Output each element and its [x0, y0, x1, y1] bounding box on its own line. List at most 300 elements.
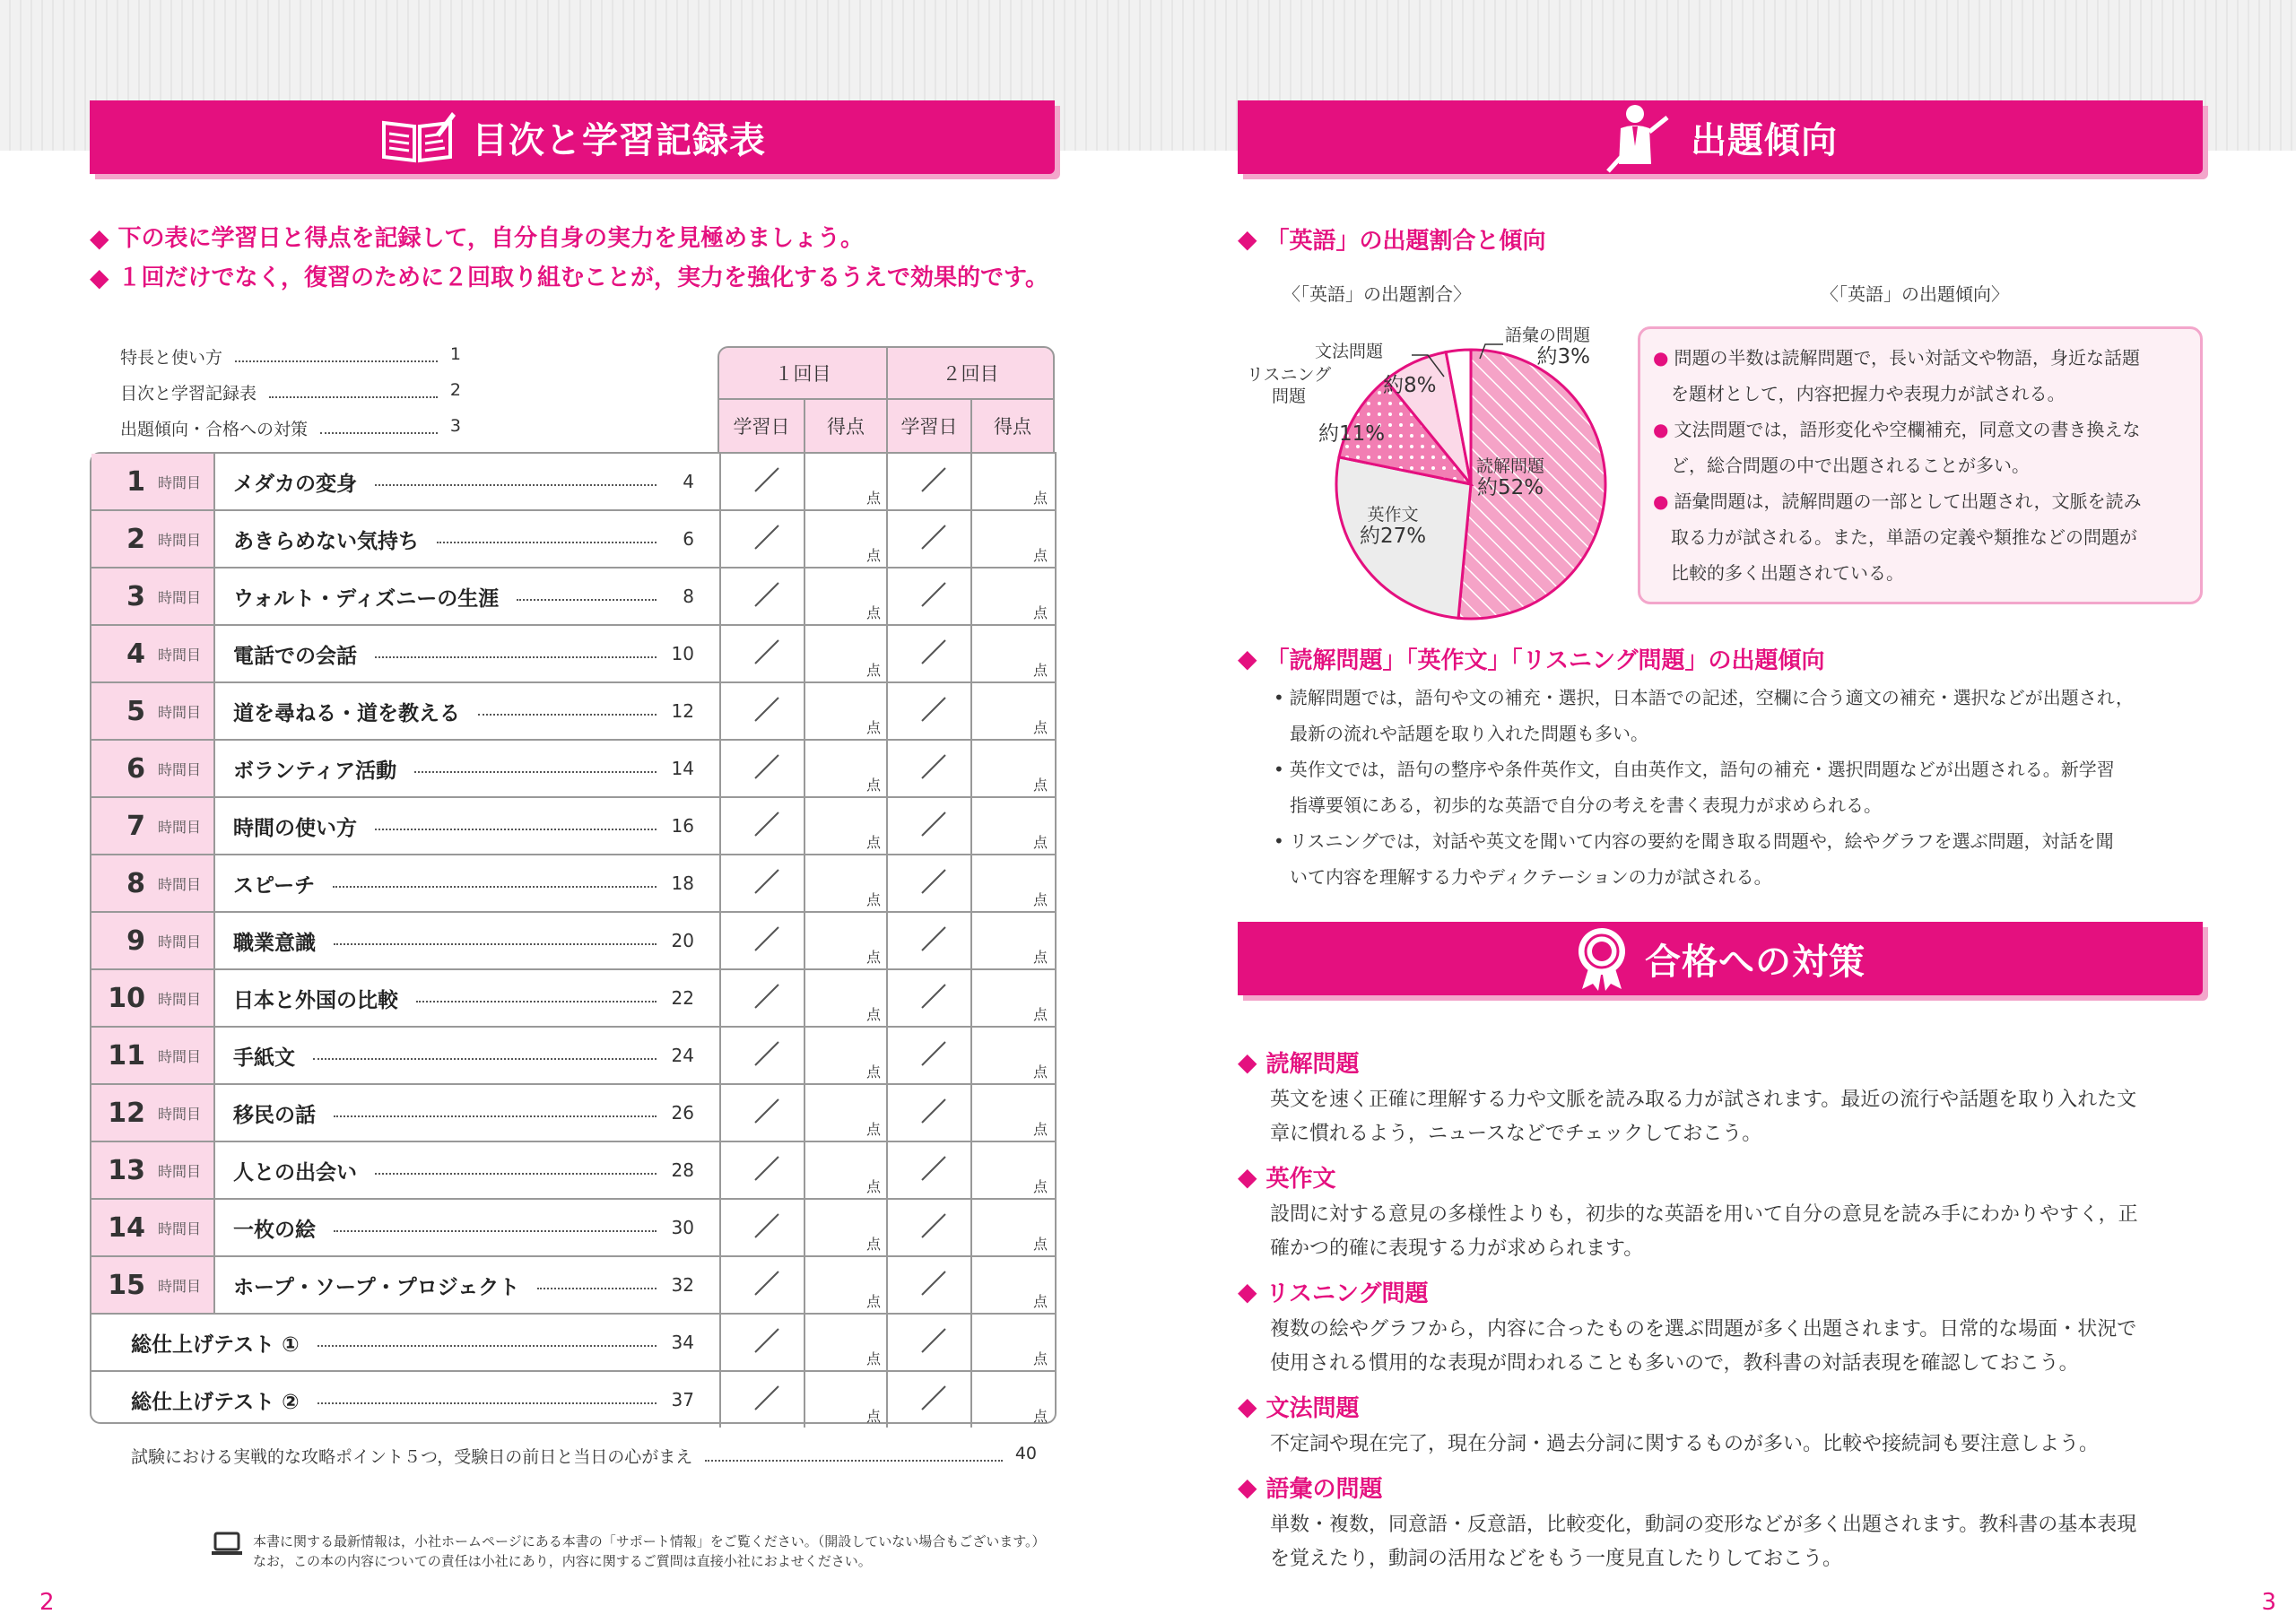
footer-note-line: なお，この本の内容についての責任は小社にあり，内容に関するご質問は直接小社におよせください。: [253, 1553, 872, 1569]
first-score-cell[interactable]: [804, 741, 886, 796]
score-unit: 点: [1032, 777, 1048, 794]
lesson-number: 13: [108, 1154, 145, 1186]
score-unit: 点: [865, 1178, 881, 1195]
first-date-cell[interactable]: [719, 626, 804, 681]
trend-line: ● 語彙問題は，読解問題の一部として出題され，文脈を読み: [1653, 490, 2142, 512]
instruction-bullet: ◆ １回だけでなく，復習のために２回取り組むことが，実力を強化するうえで効果的です。: [90, 258, 1048, 298]
lesson-number: 15: [108, 1269, 145, 1301]
measures-banner-title: 合格への対策: [1645, 941, 1866, 983]
footer-note-line: 本書に関する最新情報は，小社ホームページにある本書の「サポート情報」をご覧ください。（開設していない場合もございます。）: [253, 1533, 1046, 1549]
first-date-cell[interactable]: [719, 568, 804, 624]
lesson-title: スピーチ: [233, 873, 316, 898]
list-item: • 英作文では，語句の整序や条件英作文，自由英作文，語句の補充・選択問題などが出題される。新学習: [1274, 759, 2115, 780]
first-date-cell[interactable]: [719, 1028, 804, 1083]
measure-heading: ◆ 読解問題: [1238, 1046, 1360, 1078]
jikanme-label: 時間目: [158, 646, 202, 664]
measure-heading: ◆ 文法問題: [1238, 1391, 1360, 1422]
lesson-number: 7: [126, 810, 145, 842]
table-row: [91, 1200, 1055, 1257]
lesson-page: 22: [671, 987, 694, 1009]
page-number: 2: [39, 1589, 55, 1616]
lesson-number-cell: [91, 798, 215, 854]
slash-icon: [753, 1155, 780, 1182]
slash-icon: [753, 696, 780, 723]
lesson-number-cell: [91, 741, 215, 796]
first-attempt-header: １回目: [774, 363, 831, 385]
trend-line: 取る力が試される。また，単語の定義や類推などの問題が: [1671, 526, 2137, 548]
jikanme-label: 時間目: [158, 1219, 202, 1237]
test-page: 37: [671, 1389, 694, 1410]
table-row: [91, 1257, 1055, 1315]
score-unit: 点: [865, 949, 881, 966]
record-table-header: [718, 346, 1055, 454]
lesson-title-line[interactable]: [233, 1028, 694, 1083]
lesson-number-cell: [91, 1085, 215, 1141]
table-row: [91, 741, 1055, 798]
lesson-number-cell: [91, 1200, 215, 1255]
second-score-cell[interactable]: [970, 1200, 1053, 1255]
first-date-cell[interactable]: [719, 1142, 804, 1198]
slash-icon: [753, 1270, 780, 1297]
test-title: 総仕上げテスト ①: [131, 1332, 300, 1357]
lesson-number-cell: [91, 683, 215, 739]
score-unit: 点: [1032, 834, 1048, 851]
pie-caption: 〈「英語」の出題割合〉: [1283, 283, 1471, 305]
lesson-page: 20: [671, 930, 694, 951]
slash-icon: [920, 1270, 947, 1297]
lesson-title: 電話での会話: [233, 644, 357, 668]
lesson-page: 10: [671, 643, 694, 664]
lesson-page: 18: [671, 872, 694, 894]
second-score-cell[interactable]: [970, 568, 1053, 624]
second-date-cell[interactable]: [886, 1315, 970, 1370]
list-item: • 読解問題では，語句や文の補充・選択，日本語での記述，空欄に合う適文の補充・選択などが出題され，: [1274, 687, 2134, 708]
measure-text: 不定詞や現在完了，現在分詞・過去分詞に関するものが多い。比較や接続詞も要注意しよう。: [1270, 1433, 2100, 1455]
lesson-title: 人との出会い: [233, 1160, 357, 1185]
first-score-cell[interactable]: [804, 626, 886, 681]
lesson-number: 8: [126, 867, 145, 899]
trend-banner-title: 出題傾向: [1691, 119, 1838, 161]
lesson-number: 1: [126, 465, 145, 498]
computer-icon: [212, 1532, 242, 1557]
lesson-number: 14: [108, 1211, 145, 1244]
first-score-cell[interactable]: [804, 1085, 886, 1141]
jikanme-label: 時間目: [158, 760, 202, 778]
lesson-page: 16: [671, 815, 694, 837]
slash-icon: [753, 1327, 780, 1354]
toc-bottom-item: 試験における実戦的な攻略ポイント５つ，受験日の前日と当日の心がまえ 40: [131, 1444, 1037, 1467]
lesson-number-cell: [91, 970, 215, 1026]
second-date-cell[interactable]: [886, 1200, 970, 1255]
second-date-cell[interactable]: [886, 1372, 970, 1428]
first-date-cell[interactable]: [719, 1200, 804, 1255]
table-row: [91, 1085, 1055, 1142]
right-page: [1148, 0, 2296, 1623]
first-date-cell[interactable]: [719, 741, 804, 796]
lesson-title-line[interactable]: [233, 970, 694, 1026]
second-date-cell[interactable]: [886, 626, 970, 681]
second-date-cell[interactable]: [886, 511, 970, 567]
first-score-cell[interactable]: [804, 1372, 886, 1428]
pie-label-vocab: 語彙の問題 約3%: [1505, 325, 1591, 369]
table-row: [91, 855, 1055, 913]
lesson-number-cell: [91, 1257, 215, 1313]
jikanme-label: 時間目: [158, 875, 202, 893]
table-row: [91, 626, 1055, 683]
slash-icon: [753, 466, 780, 493]
lesson-title-line[interactable]: [233, 855, 694, 911]
slash-icon: [920, 524, 947, 551]
second-score-cell[interactable]: [970, 1257, 1053, 1313]
second-score-cell[interactable]: [970, 913, 1053, 968]
table-row: [91, 1142, 1055, 1200]
lesson-page: 14: [671, 758, 694, 779]
second-score-cell[interactable]: [970, 1142, 1053, 1198]
table-row-test: [91, 1315, 1055, 1372]
first-date-cell[interactable]: [719, 1085, 804, 1141]
first-score-cell[interactable]: [804, 1257, 886, 1313]
score-unit: 点: [865, 1293, 881, 1310]
pie-label-grammar: 文法問題: [1315, 342, 1384, 361]
slash-icon: [920, 1098, 947, 1124]
second-score-cell[interactable]: [970, 1372, 1053, 1428]
slash-icon: [920, 1155, 947, 1182]
award-rosette-icon: [1575, 926, 1629, 991]
second-score-cell[interactable]: [970, 1315, 1053, 1370]
bullet-dot-icon: ●: [1653, 419, 1669, 440]
bullet-dot-icon: •: [1274, 830, 1284, 852]
lesson-title-line[interactable]: [233, 568, 694, 624]
score-unit: 点: [865, 1121, 881, 1138]
second-date-cell[interactable]: [886, 855, 970, 911]
table-row: [91, 798, 1055, 855]
lesson-title: 時間の使い方: [233, 816, 357, 840]
score-unit: 点: [1032, 1408, 1048, 1425]
lesson-title: 移民の話: [233, 1103, 316, 1127]
score-unit: 点: [865, 777, 881, 794]
lesson-title-line[interactable]: [233, 1085, 694, 1141]
jikanme-label: 時間目: [158, 990, 202, 1008]
first-score-cell[interactable]: [804, 913, 886, 968]
bullet-dot-icon: •: [1274, 687, 1284, 708]
diamond-icon: ◆: [1238, 224, 1257, 254]
slash-icon: [920, 1327, 947, 1354]
lesson-title-line[interactable]: [233, 1257, 694, 1313]
lesson-title-line[interactable]: [233, 1200, 694, 1255]
first-date-cell[interactable]: [719, 855, 804, 911]
slash-icon: [753, 1212, 780, 1239]
score-unit: 点: [1032, 1236, 1048, 1253]
lesson-title: メダカの変身: [233, 472, 357, 496]
toc-intro-item: 出題傾向・合格への対策 3: [120, 416, 461, 439]
slash-icon: [920, 1384, 947, 1411]
score-unit: 点: [1032, 1063, 1048, 1081]
slash-icon: [753, 1384, 780, 1411]
first-date-cell[interactable]: [719, 454, 804, 509]
diamond-icon: ◆: [1238, 1276, 1257, 1306]
lesson-number-cell: [91, 855, 215, 911]
slash-icon: [753, 581, 780, 608]
table-row-test: [91, 1372, 1055, 1429]
first-score-cell[interactable]: [804, 454, 886, 509]
bullet-dot-icon: •: [1274, 759, 1284, 780]
diamond-icon: ◆: [1238, 1391, 1257, 1421]
second-date-cell[interactable]: [886, 970, 970, 1026]
diamond-icon: ◆: [1238, 1046, 1257, 1077]
section2-list: • 読解問題では，語句や文の補充・選択，日本語での記述，空欄に合う適文の補充・選択などが出題され， 最新の流れや話題を取り入れた問題も多い。 • 英作文では，語句の整序や条件英作文，自由英作文，語句の補充・選択問題などが出題される。新学習 指導要領にある，初歩的な英語で自分の考えを書く表現力が求められる。 • リスニングでは，対話や英文を聞いて内容の要約を聞き取る問題や，絵やグラフを選ぶ問題，対話を聞 いて内容を理解する力やディクテーションの力が試される。: [1274, 680, 2206, 895]
pie-label-listening: リスニング問題: [1246, 365, 1332, 406]
first-date-cell[interactable]: [719, 683, 804, 739]
first-score-cell[interactable]: [804, 970, 886, 1026]
second-score-cell[interactable]: [970, 626, 1053, 681]
second-score-cell[interactable]: [970, 1028, 1053, 1083]
trend-line: ど，総合問題の中で出題されることが多い。: [1671, 455, 2030, 476]
score-unit: 点: [1032, 662, 1048, 679]
table-row: [91, 511, 1055, 568]
table-row: [91, 1028, 1055, 1085]
lesson-title: 一枚の絵: [233, 1218, 316, 1242]
second-score-cell[interactable]: [970, 855, 1053, 911]
score-unit: 点: [1032, 1178, 1048, 1195]
jikanme-label: 時間目: [158, 1047, 202, 1065]
score-unit: 点: [1032, 1293, 1048, 1310]
measure-heading: ◆ 英作文: [1238, 1161, 1336, 1193]
lesson-title-line[interactable]: [233, 683, 694, 739]
second-date-cell[interactable]: [886, 1142, 970, 1198]
lesson-title: 手紙文: [233, 1046, 295, 1070]
second-date-cell[interactable]: [886, 1257, 970, 1313]
jikanme-label: 時間目: [158, 1105, 202, 1123]
slash-icon: [920, 638, 947, 665]
second-date-cell[interactable]: [886, 913, 970, 968]
score-unit: 点: [865, 604, 881, 621]
first-score-cell[interactable]: [804, 1315, 886, 1370]
slash-icon: [920, 581, 947, 608]
lesson-number: 11: [108, 1039, 145, 1072]
lesson-title-line[interactable]: [233, 1142, 694, 1198]
lesson-title-line[interactable]: [233, 913, 694, 968]
second-score-cell[interactable]: [970, 683, 1053, 739]
lesson-title-line[interactable]: [233, 511, 694, 567]
lesson-number-cell: [91, 511, 215, 567]
first-score-cell[interactable]: [804, 1142, 886, 1198]
lesson-number-cell: [91, 1028, 215, 1083]
trend-line: 比較的多く出題されている。: [1671, 562, 1904, 584]
lesson-number: 9: [126, 924, 145, 957]
slash-icon: [753, 868, 780, 895]
first-date-cell[interactable]: [719, 1257, 804, 1313]
bullet-dot-icon: ●: [1653, 490, 1669, 512]
measure-text: 章に慣れるよう，ニュースなどでチェックしておこう。: [1270, 1123, 1762, 1145]
open-book-pencil-icon: [378, 110, 456, 164]
section-heading: ◆ 「英語」の出題割合と傾向: [1238, 224, 1546, 255]
first-date-cell[interactable]: [719, 1372, 804, 1428]
score-unit: 点: [865, 1350, 881, 1367]
score-header: 得点: [804, 400, 886, 452]
score-unit: 点: [1032, 1350, 1048, 1367]
first-date-cell[interactable]: [719, 511, 804, 567]
instruction-bullet: ◆ 下の表に学習日と得点を記録して，自分自身の実力を見極めましょう。: [90, 219, 1048, 258]
diamond-icon: ◆: [1238, 644, 1257, 673]
second-score-cell[interactable]: [970, 970, 1053, 1026]
measure-text: を覚えたり，動詞の活用などをもう一度見直したりしておこう。: [1270, 1548, 1843, 1570]
lesson-title: 道を尋ねる・道を教える: [233, 701, 460, 725]
first-date-cell[interactable]: [719, 798, 804, 854]
lesson-number-cell: [91, 568, 215, 624]
second-date-cell[interactable]: [886, 683, 970, 739]
score-unit: 点: [1032, 604, 1048, 621]
first-score-cell[interactable]: [804, 798, 886, 854]
lesson-page: 32: [671, 1274, 694, 1296]
presenter-icon: [1603, 101, 1674, 173]
test-title-line[interactable]: [131, 1372, 694, 1428]
list-item: • リスニングでは，対話や英文を聞いて内容の要約を聞き取る問題や，絵やグラフを選ぶ問題，対話を聞: [1274, 830, 2114, 852]
lesson-page: 8: [683, 586, 694, 607]
score-unit: 点: [865, 1236, 881, 1253]
score-unit: 点: [1032, 949, 1048, 966]
toc-intro-item: 目次と学習記録表 2: [120, 380, 461, 404]
lesson-number-cell: [91, 1142, 215, 1198]
score-header: 得点: [970, 400, 1053, 452]
second-score-cell[interactable]: [970, 454, 1053, 509]
test-title-line[interactable]: [131, 1315, 694, 1370]
first-score-cell[interactable]: [804, 568, 886, 624]
instruction-bullets: [90, 219, 1048, 298]
score-unit: 点: [865, 1063, 881, 1081]
lesson-number: 4: [126, 638, 145, 670]
first-date-cell[interactable]: [719, 913, 804, 968]
second-date-cell[interactable]: [886, 454, 970, 509]
measure-text: 設問に対する意見の多様性よりも，初歩的な英語を用いて自分の意見を読み手にわかりやすく，正: [1270, 1203, 2138, 1226]
table-row: [91, 970, 1055, 1028]
score-unit: 点: [865, 547, 881, 564]
score-unit: 点: [865, 490, 881, 507]
measure-heading: ◆ 語彙の問題: [1238, 1471, 1383, 1503]
lesson-number: 12: [108, 1097, 145, 1129]
first-score-cell[interactable]: [804, 511, 886, 567]
second-date-cell[interactable]: [886, 798, 970, 854]
first-date-cell[interactable]: [719, 1315, 804, 1370]
lesson-title-line[interactable]: [233, 454, 694, 509]
lesson-number: 3: [126, 580, 145, 612]
score-unit: 点: [865, 834, 881, 851]
lesson-title: あきらめない気持ち: [233, 529, 419, 553]
slash-icon: [920, 1040, 947, 1067]
pie-value-grammar: 約8%: [1383, 374, 1437, 397]
trend-line: ● 問題の半数は読解問題で，長い対話文や物語，身近な話題: [1653, 347, 2141, 369]
lesson-number: 10: [108, 982, 145, 1014]
section-heading: ◆ 「読解問題」「英作文」「リスニング問題」の出題傾向: [1238, 644, 1825, 674]
score-unit: 点: [1032, 547, 1048, 564]
lesson-page: 28: [671, 1159, 694, 1181]
first-score-cell[interactable]: [804, 1028, 886, 1083]
second-score-cell[interactable]: [970, 741, 1053, 796]
slash-icon: [920, 811, 947, 838]
measures-banner: [1238, 922, 2203, 995]
slash-icon: [920, 925, 947, 952]
first-score-cell[interactable]: [804, 683, 886, 739]
second-score-cell[interactable]: [970, 798, 1053, 854]
second-score-cell[interactable]: [970, 511, 1053, 567]
measure-text: 単数・複数，同意語・反意語，比較変化，動詞の変形などが多く出題されます。教科書の基本表現: [1270, 1514, 2137, 1536]
score-unit: 点: [1032, 1006, 1048, 1023]
trend-line: を題材として，内容把握力や表現力が試される。: [1671, 383, 2066, 404]
slash-icon: [753, 638, 780, 665]
study-date-header: 学習日: [733, 416, 790, 438]
slash-icon: [753, 983, 780, 1010]
score-unit: 点: [1032, 490, 1048, 507]
score-unit: 点: [1032, 1121, 1048, 1138]
pie-label-composition: 英作文 約27%: [1360, 505, 1427, 548]
measure-text: 英文を速く正確に理解する力や文脈を読み取る力が試されます。最近の流行や話題を取り入れた文: [1270, 1089, 2137, 1111]
jikanme-label: 時間目: [158, 531, 202, 549]
jikanme-label: 時間目: [158, 933, 202, 950]
table-row: [91, 683, 1055, 741]
second-date-cell[interactable]: [886, 1028, 970, 1083]
trend-line: ● 文法問題では，語形変化や空欄補充，同意文の書き換えな: [1653, 419, 2141, 440]
lesson-title: ウォルト・ディズニーの生涯: [233, 586, 500, 611]
lesson-page: 26: [671, 1102, 694, 1124]
slash-icon: [753, 1040, 780, 1067]
lesson-number: 6: [126, 752, 145, 785]
toc-banner-title: 目次と学習記録表: [472, 119, 766, 161]
table-row: [91, 913, 1055, 970]
lesson-title-line[interactable]: [233, 798, 694, 854]
footer-note: [212, 1532, 1046, 1571]
score-unit: 点: [1032, 719, 1048, 736]
second-date-cell[interactable]: [886, 741, 970, 796]
lesson-page: 24: [671, 1045, 694, 1066]
lesson-number: 2: [126, 523, 145, 555]
measure-text: 使用される慣用的な表現が問われることも多いので，教科書の対話表現を確認しておこう。: [1270, 1352, 2079, 1375]
pie-value-listening: 約11%: [1318, 422, 1386, 446]
diamond-icon: ◆: [90, 223, 109, 253]
slash-icon: [753, 811, 780, 838]
lesson-page: 12: [671, 700, 694, 722]
first-date-cell[interactable]: [719, 970, 804, 1026]
first-score-cell[interactable]: [804, 1200, 886, 1255]
measure-text: 複数の絵やグラフから，内容に合ったものを選ぶ問題が多く出題されます。日常的な場面・状況で: [1270, 1318, 2137, 1341]
second-score-cell[interactable]: [970, 1085, 1053, 1141]
jikanme-label: 時間目: [158, 1162, 202, 1180]
slash-icon: [920, 983, 947, 1010]
jikanme-label: 時間目: [158, 703, 202, 721]
trend-box: [1638, 326, 2203, 604]
slash-icon: [920, 466, 947, 493]
score-unit: 点: [865, 662, 881, 679]
lesson-page: 30: [671, 1217, 694, 1238]
diamond-icon: ◆: [90, 263, 109, 292]
lesson-title-line[interactable]: [233, 741, 694, 796]
measures-list: [1238, 1040, 2206, 1580]
table-row: [91, 454, 1055, 511]
lesson-title-line[interactable]: [233, 626, 694, 681]
first-score-cell[interactable]: [804, 855, 886, 911]
lesson-number-cell: [91, 454, 215, 509]
trend-caption: 〈「英語」の出題傾向〉: [1821, 283, 2009, 305]
jikanme-label: 時間目: [158, 1277, 202, 1295]
test-title: 総仕上げテスト ②: [131, 1390, 300, 1414]
second-date-cell[interactable]: [886, 1085, 970, 1141]
second-date-cell[interactable]: [886, 568, 970, 624]
slash-icon: [920, 696, 947, 723]
bullet-dot-icon: ●: [1653, 347, 1669, 369]
diamond-icon: ◆: [1238, 1471, 1257, 1502]
slash-icon: [753, 524, 780, 551]
table-row: [91, 568, 1055, 626]
jikanme-label: 時間目: [158, 588, 202, 606]
score-unit: 点: [865, 1006, 881, 1023]
